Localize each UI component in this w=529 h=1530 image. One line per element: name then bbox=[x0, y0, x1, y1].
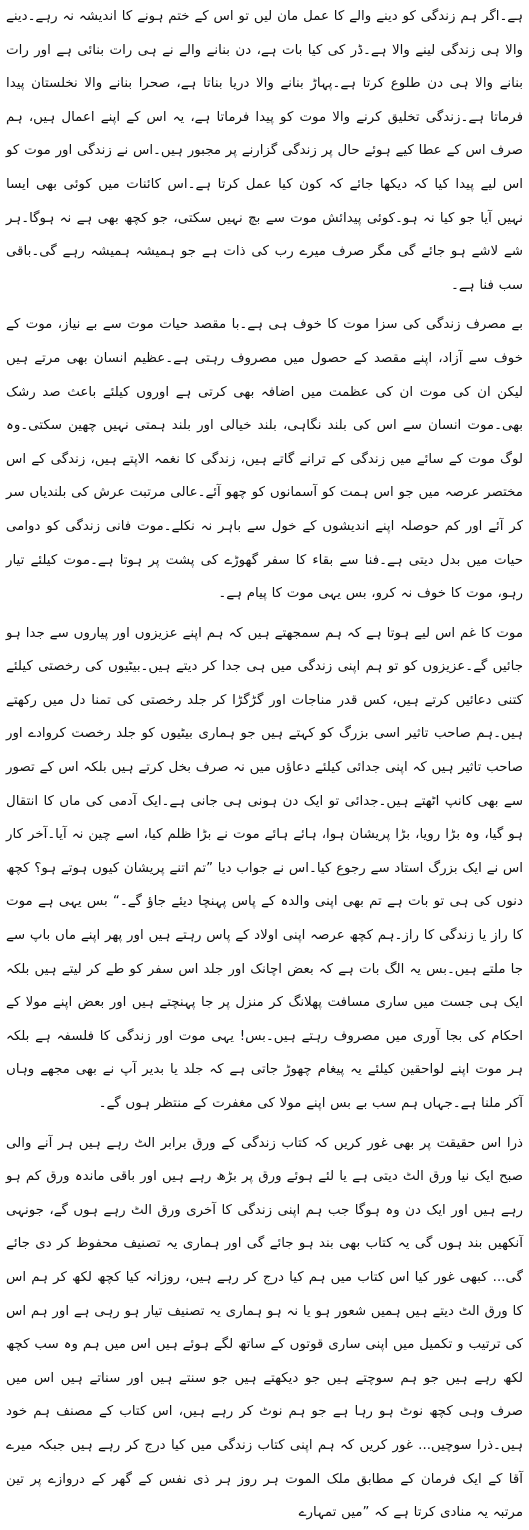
paragraph: موت کا غم اس لیے ہوتا ہے کہ ہم سمجھتے ہیں کہ ہم اپنے عزیزوں اور پیاروں سے جدا ہو جائیں گے۔عزیزوں کو تو ہم اپنی زندگی میں ہی جدا کر دیتے ہیں۔بیٹیوں کی رخصتی کیلئے کتنی دعائیں کرتے ہیں، کس قدر مناجات اور گڑگڑا کر جلد رخصتی کی تمنا دل میں رکھتے ہیں۔ہم صاحب تاثیر اسی بزرگ کو کہتے ہیں جو ہماری بیٹیوں کو جلد رخصت کروادے اور صاحب تاثیر ہیں کہ اپنی جدائی کیلئے دعاؤں میں نہ صرف بخل کرتے ہیں بلکہ اس کے تصور سے بھی کانپ اٹھتے ہیں۔جدائی تو ایک دن ہونی ہی جانی ہے۔ایک آدمی کی ماں کا انتقال ہو گیا، وہ بڑا رویا، بڑا پریشان ہوا، ہائے ہائے موت نے بڑا ظلم کیا، اسے چین نہ آیا۔آخر کار اس نے ایک بزرگ استاد سے رجوع کیا۔اس نے جواب دیا ”تم اتنے پریشان کیوں ہوتے ہو؟ کچھ دنوں کی ہی تو بات ہے تم بھی اپنی والدہ کے پاس پہنچا دیئے جاؤ گے۔“ بس یہی ہے موت کا راز یا زندگی کا راز۔ہم کچھ عرصہ اپنی اولاد کے پاس رہتے ہیں اور پھر اپنے ماں باپ سے جا ملتے ہیں۔بس یہ الگ بات ہے کہ بعض اچانک اور جلد اس سفر کو طے کر لیتے ہیں بلکہ ایک ہی جست میں ساری مسافت پھلانگ کر منزل پر جا پہنچتے ہیں اور بعض اپنے مولا کے احکام کی بجا آوری میں مصروف رہتے ہیں۔بس! یہی موت اور زندگی کا فلسفہ ہے بلکہ ہر موت اپنے لواحقین کیلئے یہ پیغام چھوڑ جاتی ہے کہ جلد یا بدیر آپ نے بھی مجھے وہاں آکر ملنا ہے۔جہاں ہم سب بے بس اپنے مولا کی مغفرت کے منتظر ہوں گے۔ bbox=[6, 625, 523, 1111]
paragraph: ذرا اس حقیقت پر بھی غور کریں کہ کتاب زندگی کے ورق برابر الٹ رہے ہیں ہر آنے والی صبح ایک نیا ورق الٹ دیتی ہے یا لئے ہوئے ورق پر بڑھ رہے ہیں اور باقی ماندہ ورق کم ہو رہے ہیں اور ایک دن وہ ہوگا جب ہم اپنی زندگی کا آخری ورق الٹ رہے ہوں گے، جونہی آنکھیں بند ہوں گی یہ کتاب بھی بند ہو جائے گی اور ہماری یہ تصنیف محفوظ کر دی جائے گی... کبھی غور کیا اس کتاب میں ہم کیا درج کر رہے ہیں، روزانہ کیا کچھ لکھ کر ہم اس کا ورق الٹ دیتے ہیں ہمیں شعور ہو یا نہ ہو ہماری یہ تصنیف تیار ہو رہی ہے اور ہم اس کی ترتیب و تکمیل میں اپنی ساری قوتوں کے ساتھ لگے ہوئے ہیں اس میں ہم وہ سب کچھ لکھ رہے ہیں جو ہم سوچتے ہیں جو دیکھتے ہیں جو سنتے ہیں اور سناتے ہیں اس میں صرف وہی کچھ نوٹ ہو رہا ہے جو ہم نوٹ کر رہے ہیں، اس کتاب کے مصنف ہم خود ہیں۔ذرا سوچیں... غور کریں کہ ہم اپنی کتاب زندگی میں کیا درج کر رہے ہیں جبکہ میرے آقا کے ایک فرمان کے مطابق ملک الموت ہر روز ہر ذی نفس کے گھر کے دروازے پر تین مرتبہ یہ منادی کرتا ہے کہ ”میں تمہارے bbox=[6, 1135, 523, 1521]
paragraph: ہے۔اگر ہم زندگی کو دینے والے کا عمل مان لیں تو اس کے ختم ہونے کا اندیشہ نہ رہے۔دینے والا ہی زندگی لینے والا ہے۔ڈر کی کیا بات ہے، دن بنانے والے نے ہی رات بنائی ہے اور رات بنانے والا ہی دن طلوع کرتا ہے۔پہاڑ بنانے والا دریا بناتا ہے، صحرا بنانے والا نخلستان پیدا فرماتا ہے۔زندگی تخلیق کرنے والا موت کو پیدا فرماتا ہے، یہ اس کے اپنے اعمال ہیں، ہم صرف اس کے عطا کیے ہوئے حال پر زندگی گزارنے پر مجبور ہیں۔اس نے زندگی اور موت کو اس لیے پیدا کیا کہ دیکھا جائے کہ کون کیا عمل کرتا ہے۔اس کائنات میں کوئی بھی ایسا نہیں آیا جو کیا نہ ہو۔کوئی پیدائش موت سے بچ نہیں سکتی، جو کچھ بھی ہے نہ ہوگا۔ہر شے لاشے ہو جائے گی مگر صرف میرے رب کی ذات ہے جو ہمیشہ ہمیشہ رہے گی۔باقی سب فنا ہے۔ bbox=[6, 9, 523, 293]
paragraph: بے مصرف زندگی کی سزا موت کا خوف ہی ہے۔با مقصد حیات موت سے بے نیاز، موت کے خوف سے آزاد، اپنے مقصد کے حصول میں مصروف رہتی ہے۔عظیم انسان بھی مرتے ہیں لیکن ان کی موت ان کی عظمت میں اضافہ بھی کرتی ہے اوروں کیلئے باعث صد رشک بھی۔موت انسان سے اس کی بلند نگاہی، بلند خیالی اور بلند ہمتی نہیں چھین سکتی۔وہ لوگ موت کے سائے میں زندگی کے ترانے گاتے ہیں، زندگی کا نغمہ الاپتے ہیں، زندگی کے اس مختصر عرصہ میں جو اس ہمت کو آسمانوں کو چھو آئے۔عالی مرتبت عرش کی بلندیاں سر کر آئے اور کم حوصلہ اپنے اندیشوں کے خول سے باہر نہ نکلے۔موت فانی زندگی کو دوامی حیات میں بدل دیتی ہے۔فنا سے بقاء کا سفر گھوڑے کی پشت پر ہوتا ہے۔موت کیلئے تیار رہو، موت کا خوف نہ کرو، بس یہی موت کا پیام ہے۔ bbox=[6, 317, 523, 602]
